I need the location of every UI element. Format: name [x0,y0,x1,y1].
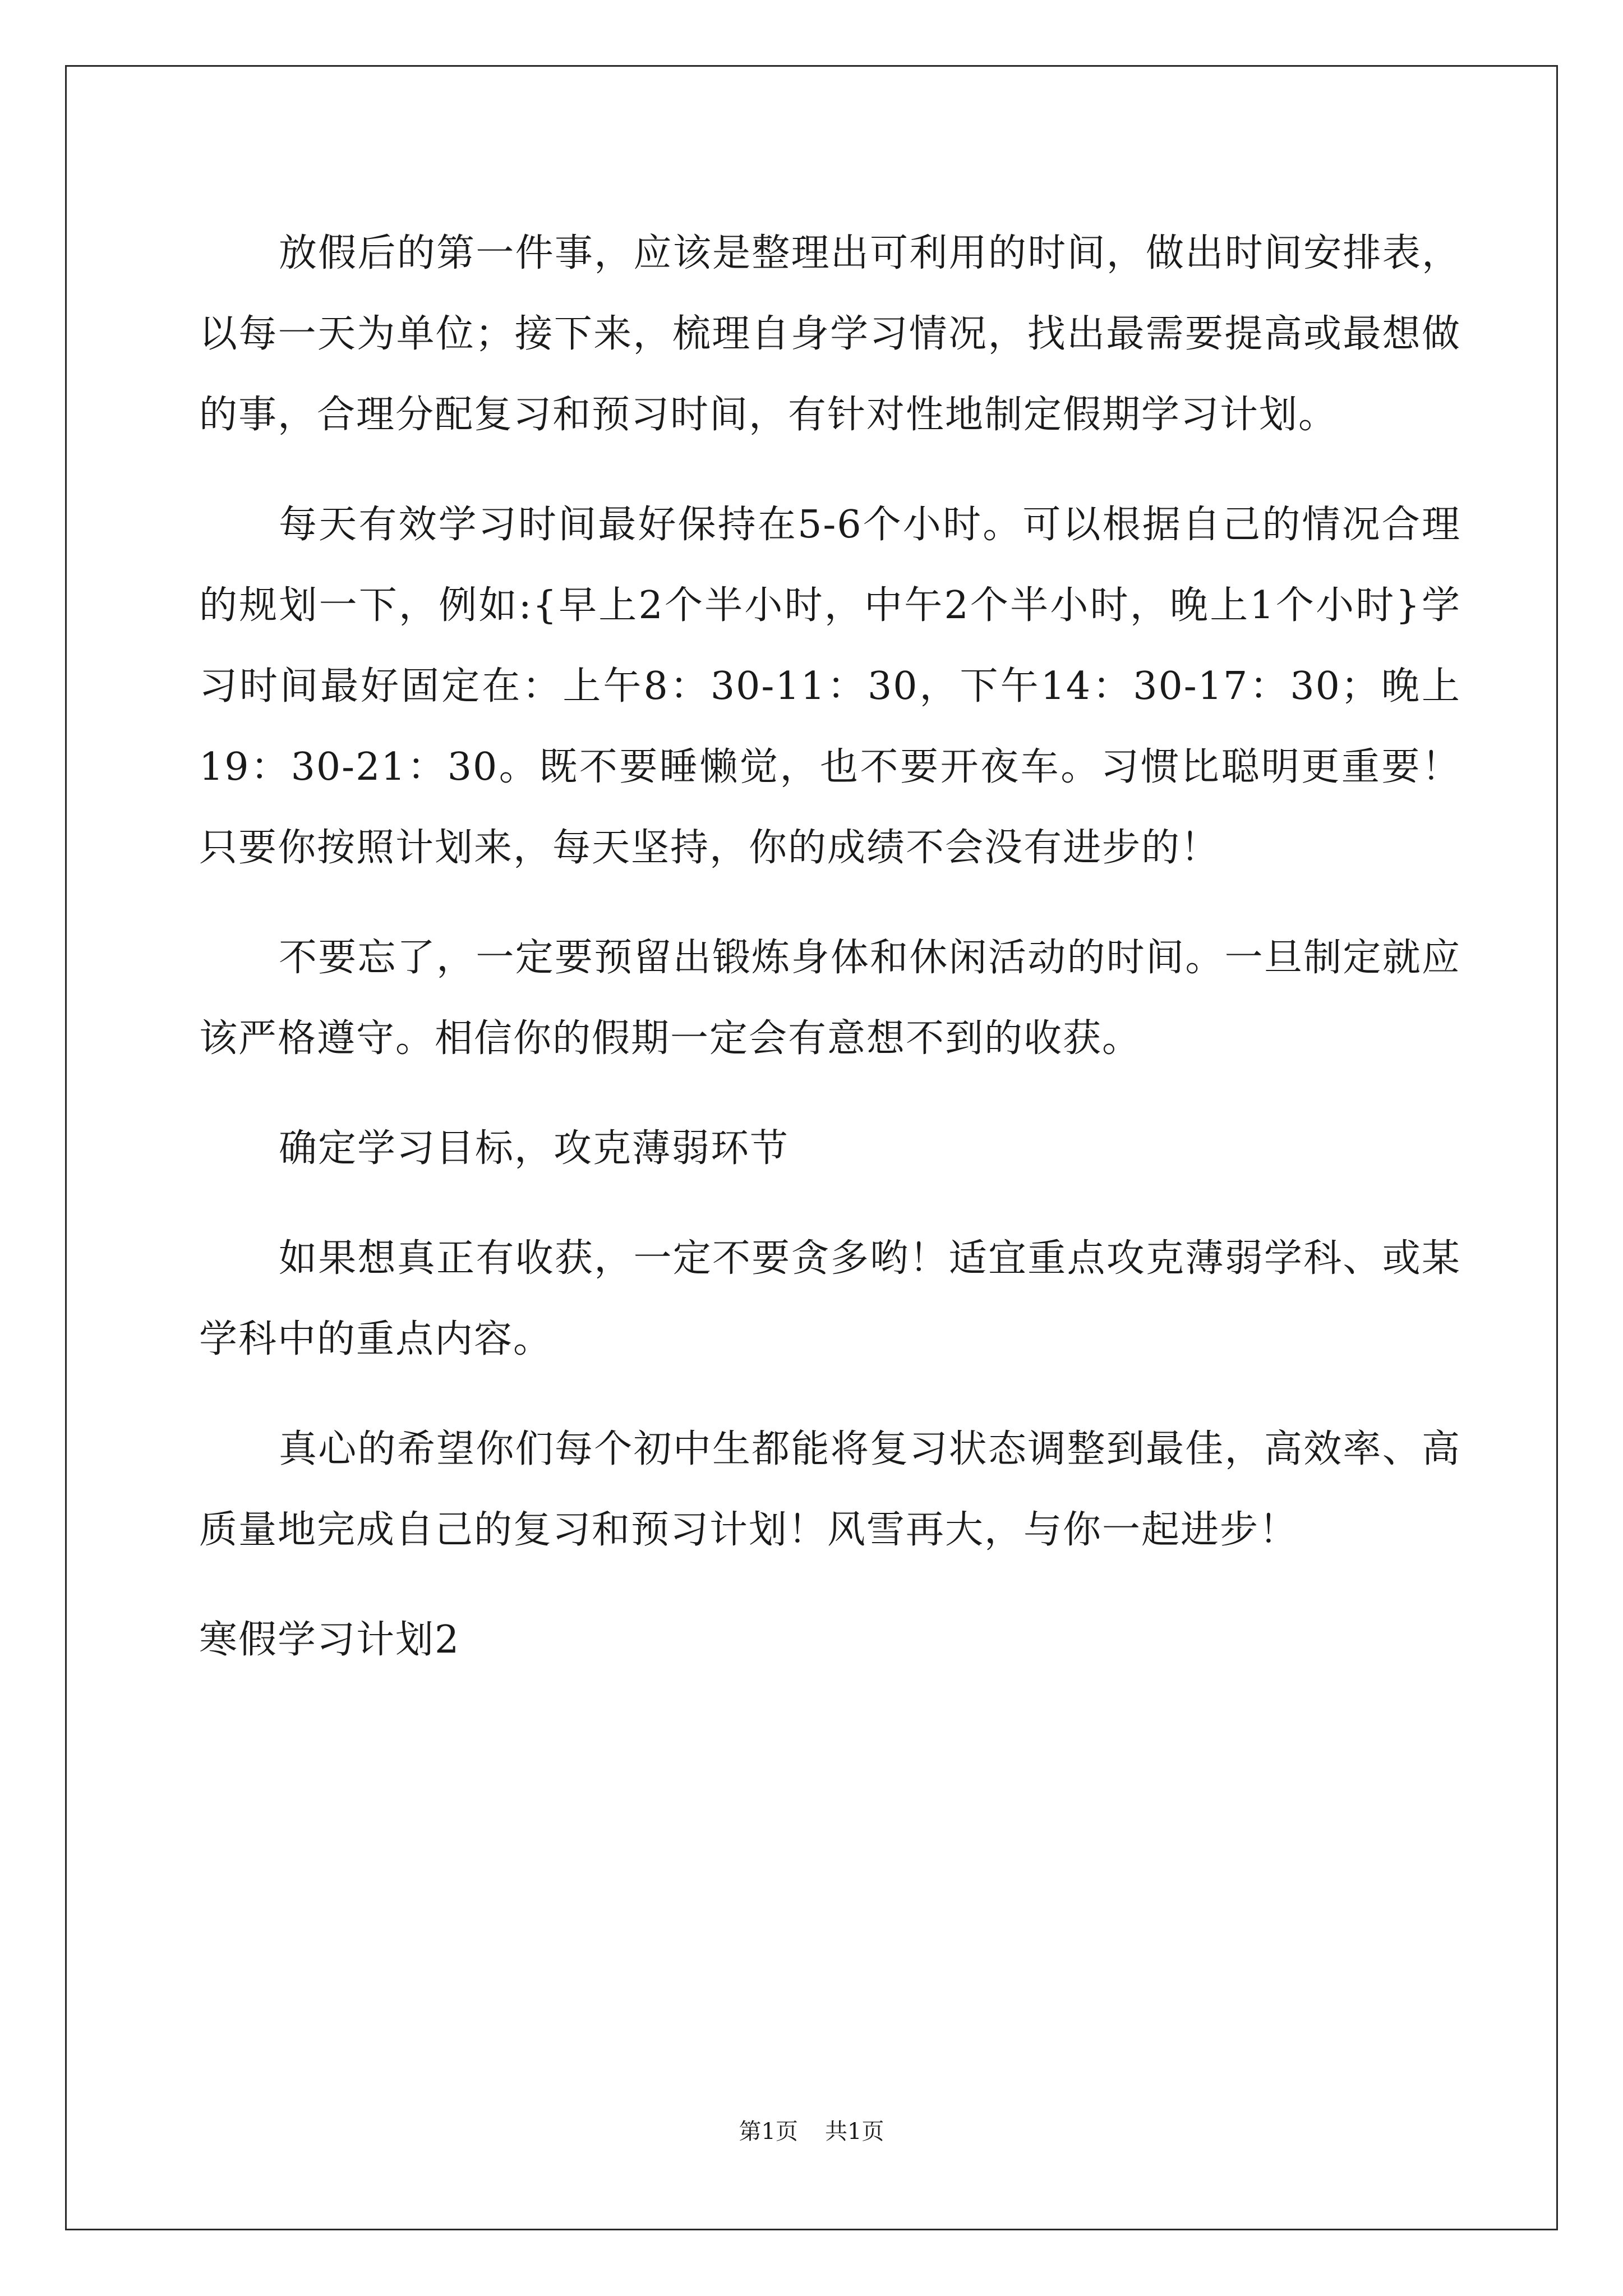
paragraph-daily-hours: 每天有效学习时间最好保持在5-6个小时。可以根据自己的情况合理的规划一下，例如:{早上2个半小时，中午2个半小时，晚上1个小时}学习时间最好固定在：上午8：30-11：30，下午14：30-17：30；晚上19：30-21：30。既不要睡懒觉，也不要开夜车。习惯比聪明更重要！只要你按照计划来，每天坚持，你的成绩不会没有进步的！ [199,503,1461,870]
paragraph-time-schedule: 放假后的第一件事，应该是整理出可利用的时间，做出时间安排表，以每一天为单位；接下来，梳理自身学习情况，找出最需要提高或最想做的事，合理分配复习和预习时间，有针对性地制定假期学习计划。 [199,231,1461,437]
paragraph-goal-heading: 确定学习目标，攻克薄弱环节 [279,1126,790,1171]
paragraph-weak-subjects: 如果想真正有收获，一定不要贪多哟！适宜重点攻克薄弱学科、或某学科中的重点内容。 [199,1236,1461,1361]
paragraph-exercise-time: 不要忘了，一定要预留出锻炼身体和休闲活动的时间。一旦制定就应该严格遵守。相信你的假期一定会有意想不到的收获。 [199,936,1461,1061]
document-body [199,213,1461,1710]
page-number: 第1页 [739,2119,798,2145]
paragraph-closing-wish: 真心的希望你们每个初中生都能将复习状态调整到最佳，高效率、高质量地完成自己的复习和预习计划！风雪再大，与你一起进步！ [199,1427,1461,1552]
page-total: 共1页 [825,2119,884,2145]
page-footer [0,2114,1623,2146]
section-title: 寒假学习计划2 [199,1618,460,1662]
